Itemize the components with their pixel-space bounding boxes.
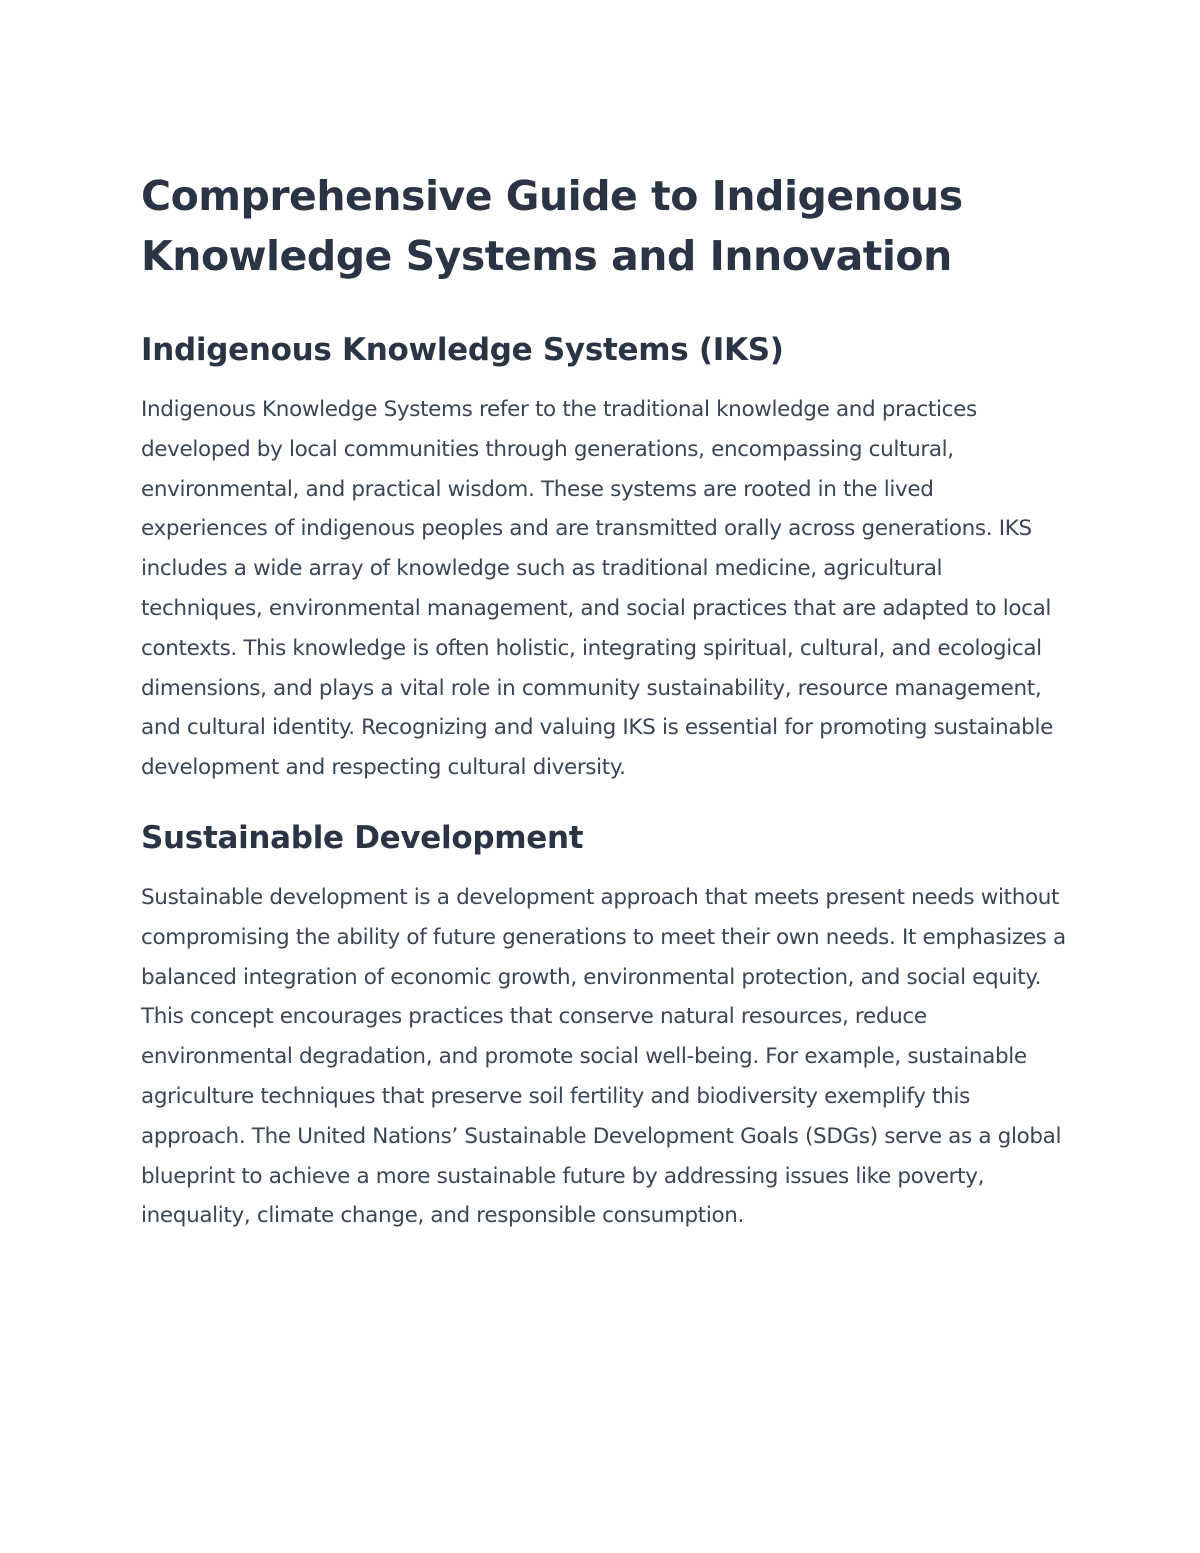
- section-heading-iks: Indigenous Knowledge Systems (IKS): [141, 332, 784, 368]
- section-sustainable-development: [141, 818, 1066, 1236]
- document-title: Comprehensive Guide to Indigenous Knowledge Systems and Innovation: [141, 172, 963, 280]
- document-page: [141, 166, 1066, 1266]
- section-body-sustainable-development: Sustainable development is a development approach that meets present needs without compromising the ability of future generations to meet their own needs. It emphasizes a balanced integration of economic growth, environmental protection, and social equity. This concept encourages practices that conserve natural resources, reduce environmental degradation, and promote social well-being. For example, sustainable agriculture techniques that preserve soil fertility and biodiversity exemplify this approach. The United Nations’ Sustainable Development Goals (SDGs) serve as a global blueprint to achieve a more sustainable future by addressing issues like poverty, inequality, climate change, and responsible consumption.: [141, 884, 1066, 1229]
- section-body-iks: Indigenous Knowledge Systems refer to the traditional knowledge and practices developed by local communities through generations, encompassing cultural, environmental, and practical wisdom. These systems are rooted in the lived experiences of indigenous peoples and are transmitted orally across generations. IKS includes a wide array of knowledge such as traditional medicine, agricultural techniques, environmental management, and social practices that are adapted to local contexts. This knowledge is often holistic, integrating spiritual, cultural, and ecological dimensions, and plays a vital role in community sustainability, resource management, and cultural identity. Recognizing and valuing IKS is essential for promoting sustainable development and respecting cultural diversity.: [141, 397, 1053, 781]
- section-heading-sustainable-development: Sustainable Development: [141, 819, 584, 856]
- section-iks: [141, 330, 1066, 788]
